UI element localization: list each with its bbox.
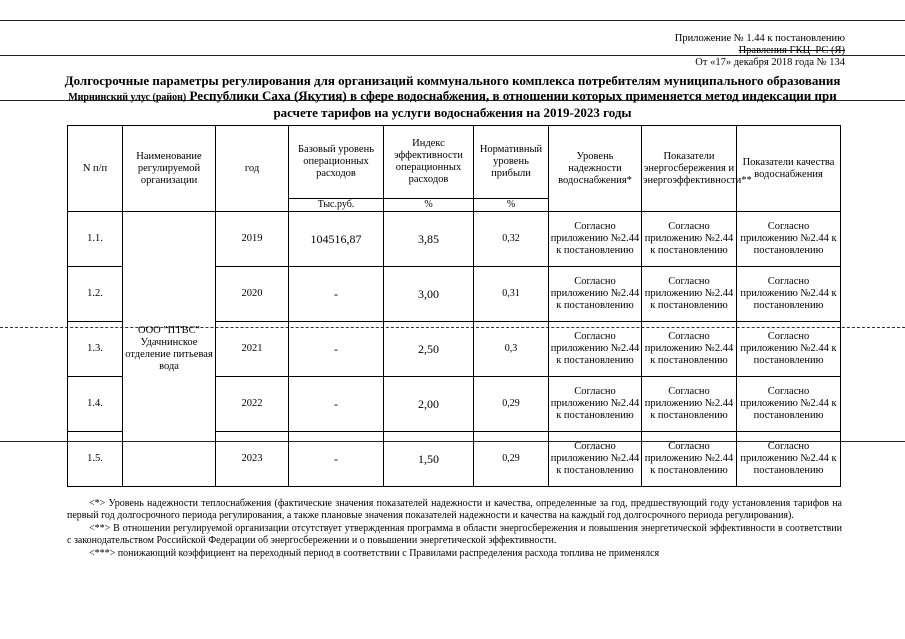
header-energy: Показатели энергосбережения и энергоэффективности** [642, 126, 737, 212]
scan-line [0, 20, 905, 21]
header-profit-level: Нормативный уровень прибыли [474, 126, 549, 199]
document-header [675, 33, 845, 69]
cell-reliability: Согласно приложению №2.44 к постановлению [549, 377, 642, 432]
header-quality: Показатели качества водоснабжения [737, 126, 841, 212]
cell-num: 1.1. [68, 212, 123, 267]
cell-index: 2,50 [384, 322, 474, 377]
cell-profit: 0,29 [474, 432, 549, 487]
title-part-1: Долгосрочные параметры регулирования для организаций коммунального комплекса потребителям муниципального образования [64, 73, 841, 88]
cell-base: 104516,87 [289, 212, 384, 267]
cell-index: 3,85 [384, 212, 474, 267]
document-title [60, 73, 845, 120]
cell-profit: 0,31 [474, 267, 549, 322]
cell-quality: Согласно приложению №2.44 к постановлению [737, 322, 841, 377]
footnote-2: <**> В отношении регулируемой организации отсутствует утвержденная программа в области энергосбережения и повышения энергетической эффективности в соответствии с законодательством Российской Федерации об энергосбережении и о повышении энергетической эффективности. [67, 522, 842, 547]
unit-index: % [384, 199, 474, 212]
cell-energy: Согласно приложению №2.44 к постановлению [642, 432, 737, 487]
cell-base: - [289, 322, 384, 377]
header-line-3: От «17» декабря 2018 года № 134 [695, 57, 845, 68]
title-district: Мирнинский улус (район) [68, 92, 187, 103]
cell-energy: Согласно приложению №2.44 к постановлению [642, 322, 737, 377]
cell-base: - [289, 432, 384, 487]
cell-profit: 0,32 [474, 212, 549, 267]
cell-profit: 0,3 [474, 322, 549, 377]
cell-index: 3,00 [384, 267, 474, 322]
cell-quality: Согласно приложению №2.44 к постановлению [737, 432, 841, 487]
cell-organization: ООО "ПТВС" Удачнинское отделение питьевая вода [123, 212, 216, 487]
cell-quality: Согласно приложению №2.44 к постановлению [737, 377, 841, 432]
cell-num: 1.3. [68, 322, 123, 377]
header-base-costs: Базовый уровень операционных расходов [289, 126, 384, 199]
cell-energy: Согласно приложению №2.44 к постановлению [642, 212, 737, 267]
cell-num: 1.4. [68, 377, 123, 432]
cell-num: 1.2. [68, 267, 123, 322]
footnote-3: <***> понижающий коэффициент на переходный период в соответствии с Правилами распределения расхода топлива не применялся [89, 547, 660, 559]
header-line-1: Приложение № 1.44 к постановлению [674, 33, 845, 44]
header-reliability: Уровень надежности водоснабжения* [549, 126, 642, 212]
unit-profit: % [474, 199, 549, 212]
cell-num: 1.5. [68, 432, 123, 487]
cell-reliability: Согласно приложению №2.44 к постановлению [549, 267, 642, 322]
cell-quality: Согласно приложению №2.44 к постановлению [737, 267, 841, 322]
cell-energy: Согласно приложению №2.44 к постановлению [642, 377, 737, 432]
cell-year: 2023 [216, 432, 289, 487]
header-line-2: Правления ГКЦ–РС (Я) [738, 45, 845, 56]
cell-index: 1,50 [384, 432, 474, 487]
table-row [68, 212, 841, 267]
header-efficiency-index: Индекс эффективности операционных расходов [384, 126, 474, 199]
title-part-2: Республики Саха (Якутия) в сфере водоснабжения, в отношении которых применяется метод индексации при расчете тарифов на услуги водоснабжения на 2019-2023 годы [186, 88, 837, 120]
header-organization: Наименование регулируемой организации [123, 126, 216, 212]
footnotes [67, 498, 842, 560]
header-year: год [216, 126, 289, 212]
cell-base: - [289, 377, 384, 432]
header-num: N п/п [68, 126, 123, 212]
cell-energy: Согласно приложению №2.44 к постановлению [642, 267, 737, 322]
cell-profit: 0,29 [474, 377, 549, 432]
cell-reliability: Согласно приложению №2.44 к постановлению [549, 432, 642, 487]
cell-quality: Согласно приложению №2.44 к постановлению [737, 212, 841, 267]
cell-index: 2,00 [384, 377, 474, 432]
cell-year: 2021 [216, 322, 289, 377]
unit-base: Тыс.руб. [289, 199, 384, 212]
cell-year: 2019 [216, 212, 289, 267]
cell-year: 2022 [216, 377, 289, 432]
footnote-1: <*> Уровень надежности теплоснабжения (фактические значения показателей надежности и качества, определенные за год, предшествующий году установления тарифов на первый год долгосрочного периода регулирования, а также плановые значения показателей надежности и качества на каждый год долгосрочного периода регулирования). [67, 498, 842, 522]
parameters-table [67, 125, 841, 487]
cell-year: 2020 [216, 267, 289, 322]
cell-reliability: Согласно приложению №2.44 к постановлению [549, 212, 642, 267]
cell-reliability: Согласно приложению №2.44 к постановлению [549, 322, 642, 377]
cell-base: - [289, 267, 384, 322]
